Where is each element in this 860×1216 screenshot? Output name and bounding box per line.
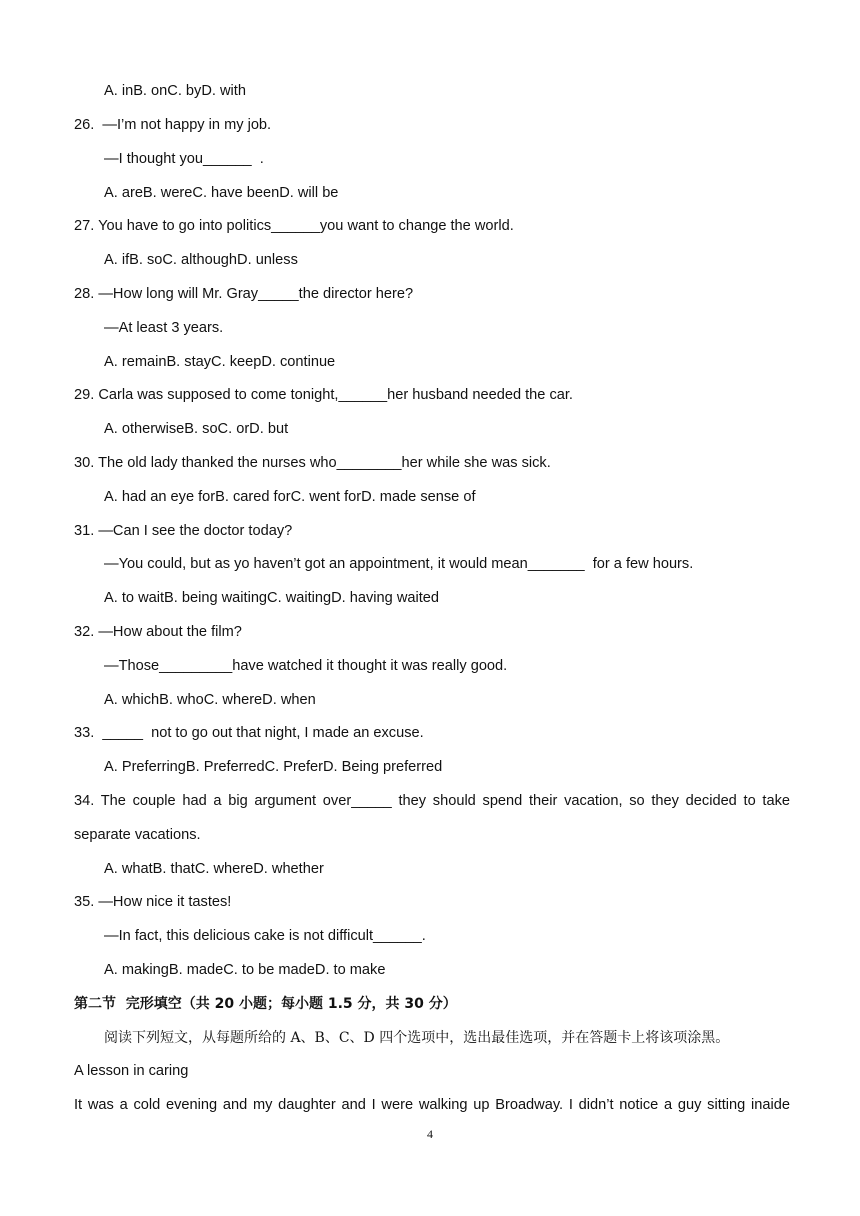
- q33-prompt: 33. _____ not to go out that night, I made an excuse.: [74, 725, 424, 741]
- q25-options: A. inB. onC. byD. with: [104, 83, 246, 99]
- section-instructions: 阅读下列短文，从每题所给的 A、B、C、D 四个选项中，选出最佳选项，并在答题卡上将该项涂黑。: [104, 1030, 730, 1046]
- q28-options: A. remainB. stayC. keepD. continue: [104, 354, 336, 370]
- q28-reply: —At least 3 years.: [104, 320, 224, 336]
- q35-options: A. makingB. madeC. to be madeD. to make: [104, 962, 386, 978]
- q27-prompt: 27. You have to go into politics______you want to change the world.: [74, 218, 514, 234]
- q35-reply: —In fact, this delicious cake is not difficult______.: [104, 928, 426, 944]
- q30-options: A. had an eye forB. cared forC. went forD. made sense of: [104, 489, 476, 505]
- q27-options: A. ifB. soC. althoughD. unless: [104, 252, 298, 268]
- q31-reply: —You could, but as yo haven’t got an appointment, it would mean_______ for a few hours.: [104, 556, 694, 572]
- q32-prompt: 32. —How about the film?: [74, 624, 242, 640]
- q31-prompt: 31. —Can I see the doctor today?: [74, 523, 293, 539]
- passage-first-line: It was a cold evening and my daughter and I were walking up Broadway. I didn’t notice a guy sitting inaide: [74, 1097, 790, 1113]
- q26-options: A. areB. wereC. have beenD. will be: [104, 185, 339, 201]
- q29-options: A. otherwiseB. soC. orD. but: [104, 421, 289, 437]
- passage-title: A lesson in caring: [74, 1063, 189, 1079]
- q30-prompt: 30. The old lady thanked the nurses who________her while she was sick.: [74, 455, 551, 471]
- q32-reply: —Those_________have watched it thought it was really good.: [104, 658, 508, 674]
- q26-reply: —I thought you______ .: [104, 151, 264, 167]
- section-heading: 第二节 完形填空（共 20 小题；每小题 1.5 分，共 30 分）: [74, 996, 457, 1012]
- q34-options: A. whatB. thatC. whereD. whether: [104, 861, 324, 877]
- q31-options: A. to waitB. being waitingC. waitingD. having waited: [104, 590, 440, 606]
- q34-prompt: 34. The couple had a big argument over_____ they should spend their vacation, so they decided to take: [74, 793, 790, 809]
- q33-options: A. PreferringB. PreferredC. PreferD. Being preferred: [104, 759, 443, 775]
- q29-prompt: 29. Carla was supposed to come tonight,______her husband needed the car.: [74, 387, 573, 403]
- q28-prompt: 28. —How long will Mr. Gray_____the director here?: [74, 286, 414, 302]
- q34-prompt-continued: separate vacations.: [74, 827, 201, 843]
- q26-prompt: 26. —I’m not happy in my job.: [74, 117, 272, 133]
- q35-prompt: 35. —How nice it tastes!: [74, 894, 232, 910]
- page-number: 4: [427, 1127, 433, 1141]
- q32-options: A. whichB. whoC. whereD. when: [104, 692, 316, 708]
